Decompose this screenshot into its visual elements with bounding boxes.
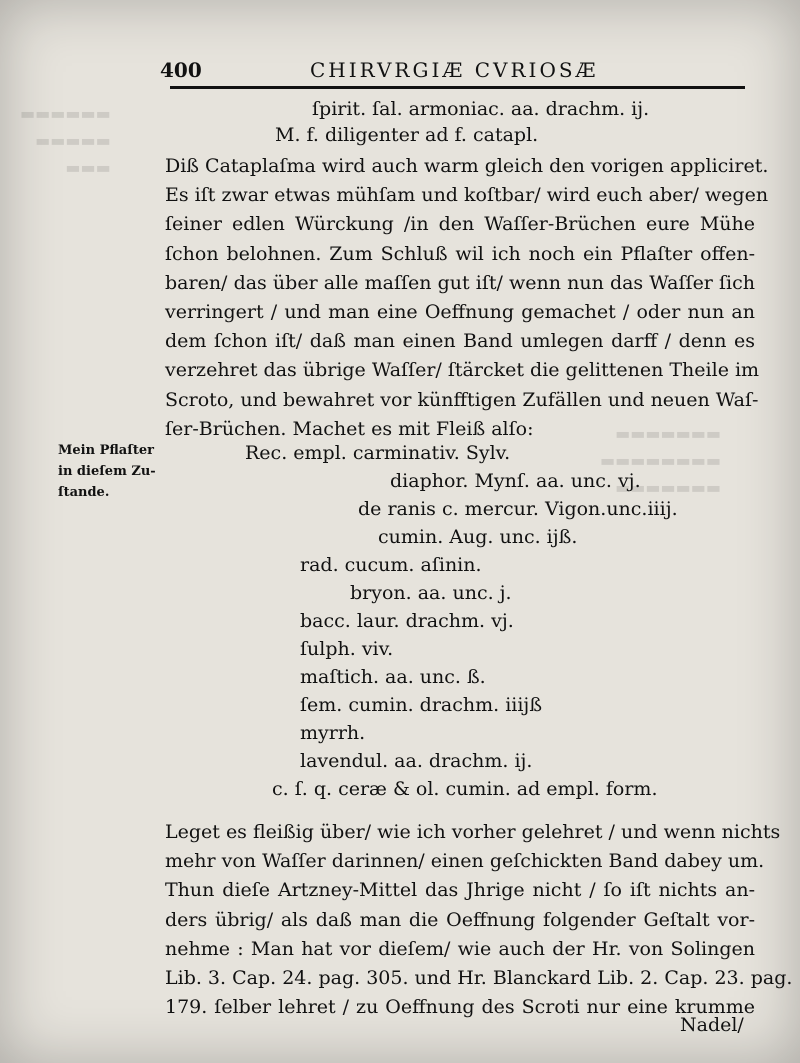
recipe-line: cumin. Aug. unc. ijß. bbox=[378, 526, 578, 548]
text-line: Es iſt zwar etwas mühſam und koſtbar/ wird euch aber/ wegen bbox=[165, 184, 769, 207]
recipe-line: ſulph. viv. bbox=[300, 638, 394, 660]
text-line: nehme : Man hat vor dieſem/ wie auch der Hr. von Solingen bbox=[165, 937, 755, 960]
text-line: ſer-Brüchen. Machet es mit Fleiß alſo: bbox=[165, 417, 534, 440]
recipe-line: lavendul. aa. drachm. ij. bbox=[300, 750, 533, 772]
running-title: CHIRVRGIÆ CVRIOSÆ bbox=[310, 58, 599, 82]
recipe-line: diaphor. Mynſ. aa. unc. vj. bbox=[390, 470, 641, 492]
text-line: Leget es fleißig über/ wie ich vorher gelehret / und wenn nichts bbox=[165, 821, 781, 843]
margin-note-line: in dieſem Zu- bbox=[58, 464, 156, 479]
recipe-heading: Rec. empl. carminativ. Sylv. bbox=[245, 442, 511, 464]
recipe-line: bacc. laur. drachm. vj. bbox=[300, 610, 514, 632]
text-line: baren/ das über alle maſſen gut iſt/ wenn nun das Waſſer ſich bbox=[165, 271, 755, 294]
text-line: mehr von Waſſer darinnen/ einen geſchickten Band dabey um. bbox=[165, 850, 765, 873]
catchword: Nadel/ bbox=[680, 1014, 744, 1036]
header-rule bbox=[170, 86, 745, 89]
bleed-through-right: ▬▬▬▬▬▬▬ ▬▬▬▬▬▬▬▬ ▬▬▬▬▬▬▬ bbox=[600, 424, 721, 497]
page-number: 400 bbox=[160, 58, 202, 82]
recipe-line: rad. cucum. aſinin. bbox=[300, 554, 482, 576]
text-line: Thun dieſe Artzney-Mittel das Jhrige nicht / ſo iſt nichts an- bbox=[165, 879, 755, 902]
formula-line-2: M. f. diligenter ad f. catapl. bbox=[275, 124, 539, 146]
recipe-line: myrrh. bbox=[300, 722, 366, 744]
text-line: verringert / und man eine Oeffnung gemachet / oder nun an bbox=[165, 301, 755, 324]
paragraph-1 bbox=[165, 152, 769, 444]
text-line: ſeiner edlen Würckung /in den Waſſer-Brüchen eure Mühe bbox=[165, 213, 755, 236]
recipe-line: bryon. aa. unc. j. bbox=[350, 582, 512, 604]
margin-note-line: ſtande. bbox=[58, 485, 110, 500]
recipe-line: maſtich. aa. unc. ß. bbox=[300, 666, 486, 688]
text-line: 179. ſelber lehret / zu Oeffnung des Scroti nur eine krumme bbox=[165, 996, 755, 1019]
text-line: dem ſchon iſt/ daß man einen Band umlegen darff / denn es bbox=[165, 330, 755, 353]
text-line: verzehret das übrige Waſſer/ ſtärcket die gelittenen Theile im bbox=[165, 359, 760, 382]
margin-note bbox=[58, 440, 158, 503]
text-line: Scroto, und bewahret vor künfftigen Zufällen und neuen Waſ- bbox=[165, 388, 759, 411]
recipe-line: ſem. cumin. drachm. iiijß bbox=[300, 694, 543, 716]
text-line: ders übrig/ als daß man die Oeffnung folgender Geſtalt vor- bbox=[165, 908, 755, 931]
page-header bbox=[160, 58, 745, 92]
formula-line-1: ſpirit. ſal. armoniac. aa. drachm. ij. bbox=[312, 98, 650, 120]
paragraph-2 bbox=[165, 818, 793, 1022]
bleed-through-left: ▬▬▬▬▬▬ ▬▬▬▬▬ ▬▬▬ bbox=[20, 104, 111, 177]
margin-note-line: Mein Pflaſter bbox=[58, 443, 154, 458]
text-line: Lib. 3. Cap. 24. pag. 305. und Hr. Blanckard Lib. 2. Cap. 23. pag. bbox=[165, 967, 793, 990]
text-line: Diß Cataplaſma wird auch warm gleich den vorigen appliciret. bbox=[165, 155, 769, 177]
recipe-line: c. ſ. q. ceræ & ol. cumin. ad empl. form. bbox=[272, 778, 658, 800]
recipe-line: de ranis c. mercur. Vigon.unc.iiij. bbox=[358, 498, 678, 520]
text-line: ſchon belohnen. Zum Schluß wil ich noch ein Pflaſter offen- bbox=[165, 242, 755, 265]
